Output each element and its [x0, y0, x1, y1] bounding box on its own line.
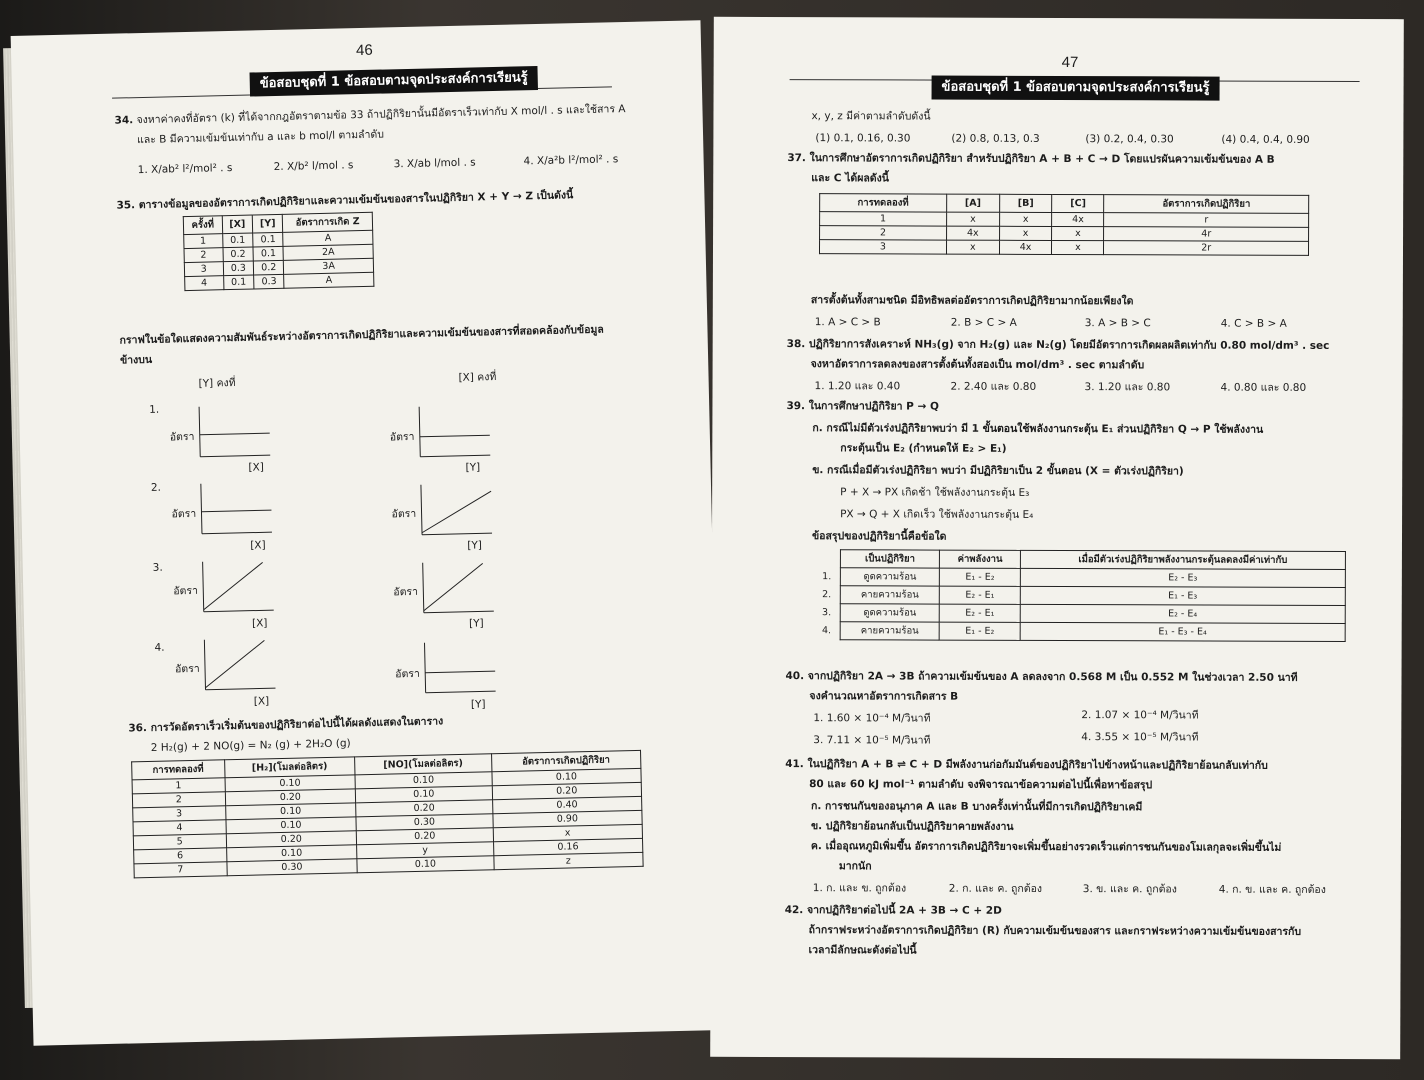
choice-num: 1. — [149, 403, 160, 416]
q39-header: เป็นปฏิกิริยา — [840, 550, 940, 568]
cell: 3 — [133, 806, 226, 822]
cell: 0.10 — [225, 775, 356, 792]
q40-line2: จงคำนวณหาอัตราการเกิดสาร B — [809, 690, 959, 703]
cell: 0.10 — [492, 768, 642, 785]
q36-equation: 2 H₂(g) + 2 NO(g) = N₂ (g) + 2H₂O (g) — [150, 737, 351, 754]
q39-line1: 39. ในการศึกษาปฏิกิริยา P → Q — [786, 400, 939, 413]
cell: 2 — [132, 792, 225, 808]
cell: x — [946, 212, 999, 226]
cell: E₂ - E₄ — [1020, 604, 1345, 623]
q35-question-2: ข้างบน — [119, 353, 153, 367]
q40-line1: 40. จากปฏิกิริยา 2A → 3B ถ้าความเข้มข้นของ A ลดลงจาก 0.568 M เป็น 0.552 M ในช่วงเวลา 2.50 นาที — [785, 670, 1298, 684]
q41-a: ก. การชนกันของอนุภาค A และ B บางครั้งเท่านั้นที่มีการเกิดปฏิกิริยาเคมี — [811, 800, 1143, 814]
cell: x — [1052, 226, 1104, 240]
graph-4-left — [204, 638, 285, 700]
q35-header: อัตราการเกิด Z — [283, 212, 373, 232]
table-row — [814, 622, 1346, 642]
cell: 4r — [1104, 227, 1309, 242]
q35-line1: 35. ตารางข้อมูลของอัตราการเกิดปฏิกิริยาและความเข้มข้นของสารในปฏิกิริยา X + Y → Z เป็นดังนี้ — [116, 189, 574, 212]
cell: x — [946, 240, 999, 254]
q36-table — [131, 750, 644, 879]
q37-line1: 37. ในการศึกษาอัตราการเกิดปฏิกิริยา สำหรับปฏิกิริยา A + B + C → D โดยแปรผันความเข้มข้นของ A B — [787, 152, 1275, 166]
q35-header: ครั้งที่ — [183, 216, 222, 235]
blank-header — [814, 550, 840, 568]
cell: 0.16 — [493, 838, 643, 855]
section-header: ข้อสอบชุดที่ 1 ข้อสอบตามจุดประสงค์การเรียนรู้ — [932, 76, 1220, 101]
cell: 1 — [820, 212, 947, 226]
q34-line1: 34. จงหาค่าคงที่อัตรา (k) ที่ได้จากกฎอัตราตามข้อ 33 ถ้าปฏิกิริยานั้นมีอัตราเร็วเท่ากับ X mol/l . s และใช้สาร A — [114, 103, 626, 127]
q41-line2: 80 และ 60 kJ mol⁻¹ ตามลำดับ จงพิจารณาข้อความต่อไปนี้เพื่อหาข้อสรุป — [809, 778, 1153, 792]
cell: ดูดความร้อน — [840, 604, 940, 622]
q42-line3: เวลามีลักษณะดังต่อไปนี้ — [808, 944, 917, 957]
col-label-left: [Y] คงที่ — [198, 376, 236, 390]
cell: 0.1 — [223, 275, 254, 290]
cell: 0.20 — [356, 828, 493, 845]
table-row — [819, 240, 1308, 256]
cell: 0.2 — [254, 260, 284, 275]
choice-num: 3. — [152, 561, 163, 574]
cell: x — [493, 824, 643, 841]
cell: E₂ - E₃ — [1020, 568, 1345, 587]
col-label-right: [X] คงที่ — [458, 371, 497, 384]
graph-3-left — [203, 560, 284, 622]
cell: 0.1 — [253, 232, 283, 247]
cell: 3 — [819, 240, 946, 254]
graph-2-left — [201, 482, 282, 544]
y-axis-label: อัตรา — [393, 585, 419, 599]
q40-option-3: 3. 7.11 × 10⁻⁵ M/วินาที — [813, 734, 931, 747]
cell: 0.20 — [225, 789, 356, 806]
table-row — [814, 586, 1346, 606]
page-number: 46 — [355, 41, 373, 60]
q36-header: [H₂](โมลต่อลิตร) — [224, 757, 355, 778]
q35-header: [X] — [222, 215, 253, 234]
q38-line1: 38. ปฏิกิริยาการสังเคราะห์ NH₃(g) จาก H₂(g) และ N₂(g) โดยมีอัตราการเกิดผลผลิตเท่ากับ 0.80 mol/dm³ . sec — [786, 338, 1330, 352]
q37-header: [C] — [1052, 194, 1104, 212]
table-row — [814, 568, 1346, 588]
q34-option-2: 2. X/b² l/mol . s — [273, 159, 354, 174]
q39-question: ข้อสรุปของปฏิกิริยานี้คือข้อใด — [811, 530, 947, 543]
cell: 0.1 — [222, 233, 253, 248]
cell: 5 — [133, 834, 226, 850]
q41-c: ค. เมื่ออุณหภูมิเพิ่มขึ้น อัตราการเกิดปฏิกิริยาจะเพิ่มขึ้นอย่างรวดเร็วแต่การชนกันของโมเลกุลจะเพิ่มขึ้นไม่ — [810, 840, 1282, 854]
cell: 0.10 — [225, 803, 356, 820]
cont-option-2: (2) 0.8, 0.13, 0.3 — [951, 132, 1040, 145]
cell: E₁ - E₃ — [1020, 586, 1345, 605]
cell: y — [357, 842, 494, 859]
q35-question: กราฟในข้อใดแสดงความสัมพันธ์ระหว่างอัตราการเกิดปฏิกิริยาและความเข้มข้นของสารที่สอดคล้องกับข้อมูล — [119, 323, 604, 347]
cell: 2A — [283, 244, 373, 260]
left-page — [11, 20, 724, 1045]
cell: 1. — [822, 571, 832, 583]
q41-c2: มากนัก — [838, 860, 872, 873]
q37-header: [A] — [946, 194, 999, 212]
cell: 4x — [946, 226, 999, 240]
cell: 0.30 — [356, 814, 493, 831]
q37-option-2: 2. B > C > A — [950, 316, 1017, 329]
graph-4-right — [425, 641, 506, 703]
cell: 2 — [820, 226, 947, 240]
cell: 0.90 — [493, 810, 643, 827]
q40-option-1: 1. 1.60 × 10⁻⁴ M/วินาที — [813, 712, 931, 725]
cont-option-1: (1) 0.1, 0.16, 0.30 — [815, 132, 911, 145]
cell: x — [1052, 240, 1104, 254]
cell: E₁ - E₂ — [940, 622, 1020, 640]
cell: 4x — [999, 240, 1052, 254]
q39-b: ข. กรณีเมื่อมีตัวเร่งปฏิกิริยา พบว่า มีปฏิกิริยาเป็น 2 ขั้นตอน (X = ตัวเร่งปฏิกิริยา) — [812, 464, 1184, 478]
x-axis-label: [X] — [251, 617, 268, 630]
q41-option-3: 3. ข. และ ค. ถูกต้อง — [1082, 883, 1177, 896]
y-axis-label: อัตรา — [174, 662, 200, 676]
x-axis-label: [Y] — [467, 539, 483, 552]
q41-line1: 41. ในปฏิกิริยา A + B ⇌ C + D มีพลังงานก่อกัมมันต์ของปฏิกิริยาไปข้างหน้าและปฏิกิริยาย้อนกลับเท่ากับ — [785, 758, 1268, 772]
graph-1-left — [199, 405, 280, 467]
cell: A — [283, 230, 373, 246]
cell: 0.30 — [227, 859, 358, 876]
q37-header: การทดลองที่ — [820, 194, 947, 212]
cell: 0.10 — [226, 845, 357, 862]
q39-a2: กระตุ้นเป็น E₂ (กำหนดให้ E₂ > E₁) — [840, 442, 1007, 455]
cell: ดูดความร้อน — [840, 568, 940, 586]
cell: 2r — [1104, 241, 1309, 256]
q38-option-3: 3. 1.20 และ 0.80 — [1084, 381, 1171, 394]
cell: 0.20 — [226, 831, 357, 848]
cell: 0.40 — [492, 796, 642, 813]
y-axis-label: อัตรา — [395, 667, 421, 681]
x-axis-label: [Y] — [468, 617, 484, 630]
q38-option-2: 2. 2.40 และ 0.80 — [950, 380, 1037, 393]
choice-num: 2. — [150, 481, 162, 494]
q41-option-4: 4. ก. ข. และ ค. ถูกต้อง — [1218, 883, 1326, 896]
q36-header: [NO](โมลต่อลิตร) — [355, 754, 492, 775]
cell: 6 — [134, 848, 227, 864]
q35-table — [183, 212, 375, 291]
cell: 7 — [134, 862, 227, 878]
cell: 2 — [184, 248, 223, 263]
cell: 4x — [1052, 212, 1104, 226]
q37-option-1: 1. A > C > B — [814, 316, 881, 329]
right-page — [710, 17, 1404, 1059]
q39-step2: PX → Q + X เกิดเร็ว ใช้พลังงานกระตุ้น E₄ — [840, 508, 1034, 521]
cell: 0.10 — [226, 817, 357, 834]
q38-option-1: 1. 1.20 และ 0.40 — [814, 380, 901, 393]
cell: 0.1 — [253, 246, 283, 261]
q41-option-2: 2. ก. และ ค. ถูกต้อง — [948, 882, 1043, 895]
y-axis-label: อัตรา — [389, 430, 415, 444]
q35-header: [Y] — [253, 214, 284, 233]
cell: E₁ - E₂ — [940, 568, 1020, 586]
q37-header: อัตราการเกิดปฏิกิริยา — [1104, 195, 1309, 214]
q41-b: ข. ปฏิกิริยาย้อนกลับเป็นปฏิกิริยาคายพลังงาน — [810, 820, 1014, 833]
table-row — [185, 272, 374, 290]
q38-option-4: 4. 0.80 และ 0.80 — [1220, 381, 1307, 394]
q37-table — [819, 193, 1309, 256]
x-axis-label: [Y] — [465, 461, 481, 474]
table-row — [814, 604, 1346, 624]
cell: 0.10 — [355, 786, 492, 803]
cell: A — [284, 272, 374, 288]
q40-option-4: 4. 3.55 × 10⁻⁵ M/วินาที — [1081, 731, 1199, 744]
q34-option-4: 4. X/a²b l²/mol² . s — [523, 153, 619, 168]
q37-line2: และ C ได้ผลดังนี้ — [811, 172, 889, 185]
graph-3-right — [423, 561, 504, 623]
cell: 0.10 — [355, 772, 492, 789]
cell: 0.20 — [492, 782, 642, 799]
q42-line2: ถ้ากราฟระหว่างอัตราการเกิดปฏิกิริยา (R) กับความเข้มข้นของสาร และกราฟระหว่างความเข้มข้นของสารกับ — [808, 924, 1302, 938]
cell: 1 — [184, 234, 223, 249]
cell: 2. — [822, 589, 832, 601]
cell: 0.2 — [223, 247, 254, 262]
cell: 3. — [822, 607, 832, 619]
y-axis-label: อัตรา — [391, 507, 417, 521]
cell: 0.20 — [356, 800, 493, 817]
q37-header: [B] — [999, 194, 1052, 212]
cell: 0.3 — [223, 261, 254, 276]
q36-line1: 36. การวัดอัตราเร็วเริ่มต้นของปฏิกิริยาต่อไปนี้ได้ผลดังแสดงในตาราง — [128, 715, 444, 735]
cell: 4. — [821, 625, 832, 637]
cell: 1 — [132, 778, 225, 794]
cell: E₂ - E₁ — [940, 586, 1020, 604]
q37-option-3: 3. A > B > C — [1084, 317, 1151, 330]
x-axis-label: [X] — [248, 461, 265, 474]
y-axis-label: อัตรา — [173, 584, 199, 598]
cell: E₂ - E₁ — [940, 604, 1020, 622]
q37-option-4: 4. C > B > A — [1220, 317, 1287, 330]
cont-option-4: (4) 0.4, 0.4, 0.90 — [1221, 133, 1310, 146]
graph-2-right — [421, 483, 502, 545]
cell: x — [999, 226, 1052, 240]
cell: 0.10 — [357, 856, 494, 873]
y-axis-label: อัตรา — [169, 430, 195, 444]
q36-header: การทดลองที่ — [132, 760, 225, 780]
cell: r — [1104, 213, 1309, 228]
cell: z — [494, 852, 644, 869]
choice-num: 4. — [154, 641, 165, 654]
cell: x — [999, 212, 1052, 226]
q39-table — [814, 549, 1346, 642]
cell: 4 — [185, 276, 224, 291]
cell: 4 — [133, 820, 226, 836]
x-axis-label: [X] — [253, 695, 270, 708]
cell: 3A — [284, 258, 374, 274]
q39-a: ก. กรณีไม่มีตัวเร่งปฏิกิริยาพบว่า มี 1 ขั้นตอนใช้พลังงานกระตุ้น E₁ ส่วนปฏิกิริยา Q → P ใช้พลังงาน — [812, 422, 1264, 436]
cell: 3 — [184, 262, 223, 277]
q42-line1: 42. จากปฏิกิริยาต่อไปนี้ 2A + 3B → C + 2D — [784, 904, 1002, 917]
q39-step1: P + X → PX เกิดช้า ใช้พลังงานกระตุ้น E₃ — [840, 486, 1030, 499]
cell: คายความร้อน — [840, 622, 940, 640]
q40-option-2: 2. 1.07 × 10⁻⁴ M/วินาที — [1081, 709, 1199, 722]
cell: คายความร้อน — [840, 586, 940, 604]
graph-1-right — [419, 405, 500, 467]
cont-option-3: (3) 0.2, 0.4, 0.30 — [1085, 133, 1174, 146]
q39-header: ค่าพลังงาน — [940, 550, 1020, 568]
q34-option-3: 3. X/ab l/mol . s — [393, 156, 476, 171]
x-axis-label: [Y] — [470, 698, 486, 711]
section-header: ข้อสอบชุดที่ 1 ข้อสอบตามจุดประสงค์การเรียนรู้ — [250, 66, 538, 97]
q41-option-1: 1. ก. และ ข. ถูกต้อง — [812, 882, 907, 895]
q36-header: อัตราการเกิดปฏิกิริยา — [491, 750, 641, 771]
page-number: 47 — [1061, 54, 1079, 72]
cell: E₁ - E₃ - E₄ — [1020, 622, 1345, 641]
q39-header: เมื่อมีตัวเร่งปฏิกิริยาพลังงานกระตุ้นลดลงมีค่าเท่ากับ — [1020, 550, 1345, 569]
q38-line2: จงหาอัตราการลดลงของสารตั้งต้นทั้งสองเป็น mol/dm³ . sec ตามลำดับ — [810, 358, 1145, 372]
y-axis-label: อัตรา — [171, 507, 197, 521]
x-axis-label: [X] — [250, 539, 266, 552]
cell: 0.3 — [254, 274, 284, 289]
q34-line2: และ B มีความเข้มข้นเท่ากับ a และ b mol/l ตามลำดับ — [136, 128, 385, 147]
q34-option-1: 1. X/ab² l²/mol² . s — [137, 161, 233, 177]
q37-question: สารตั้งต้นทั้งสามชนิด มีอิทธิพลต่ออัตราการเกิดปฏิกิริยามากน้อยเพียงใด — [810, 294, 1134, 308]
q36-continuation: x, y, z มีค่าตามลำดับดังนี้ — [811, 110, 931, 123]
